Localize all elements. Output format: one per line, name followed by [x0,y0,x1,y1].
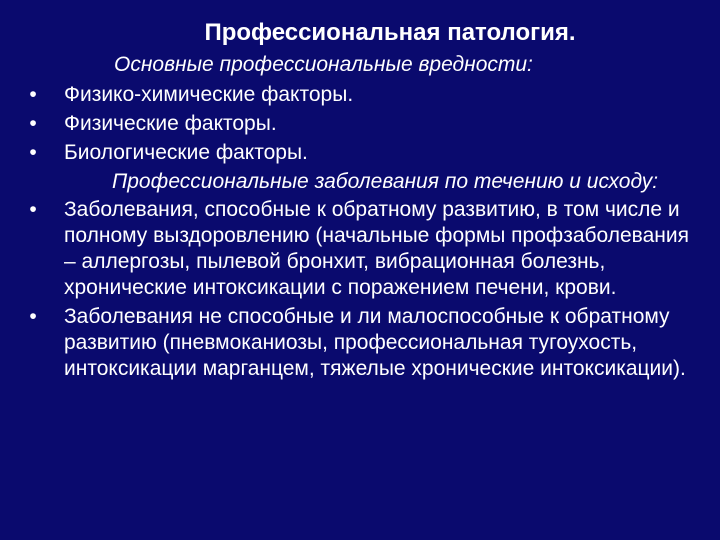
section-heading-hazards: Основные профессиональные вредности: [114,53,533,76]
slide-content [22,52,694,385]
hazards-list [22,82,694,166]
section-heading-diseases-text: Профессиональные заболевания по течению и исходу: [112,170,659,193]
slide-title: Профессиональная патология. [204,19,576,46]
section-heading-diseases [22,169,694,195]
list-item [22,111,694,137]
list-item [22,197,694,301]
bullet-icon: • [29,112,37,135]
list-item-text: Биологические факторы. [64,141,308,164]
bullet-icon: • [29,305,37,328]
bullet-icon: • [29,83,37,106]
bullet-icon: • [29,198,37,221]
list-item-text: Физические факторы. [64,112,277,135]
list-item-text: Заболевания не способные и ли малоспособные к обратному развитию (пневмоканиозы, профессиональная тугоухость, интоксикации марганцем, тяжелые хронические интоксикации). [64,305,686,380]
list-item [22,82,694,108]
list-item [22,140,694,166]
list-item-text: Заболевания, способные к обратному развитию, в том числе и полному выздоровлению (начальные формы профзаболевания – аллергозы, пылевой бронхит, вибрационная болезнь, хронические интоксикации с поражением печени, крови. [64,198,689,299]
diseases-list [22,197,694,382]
list-item-text: Физико-химические факторы. [64,83,354,106]
bullet-icon: • [29,141,37,164]
list-item [22,304,694,382]
